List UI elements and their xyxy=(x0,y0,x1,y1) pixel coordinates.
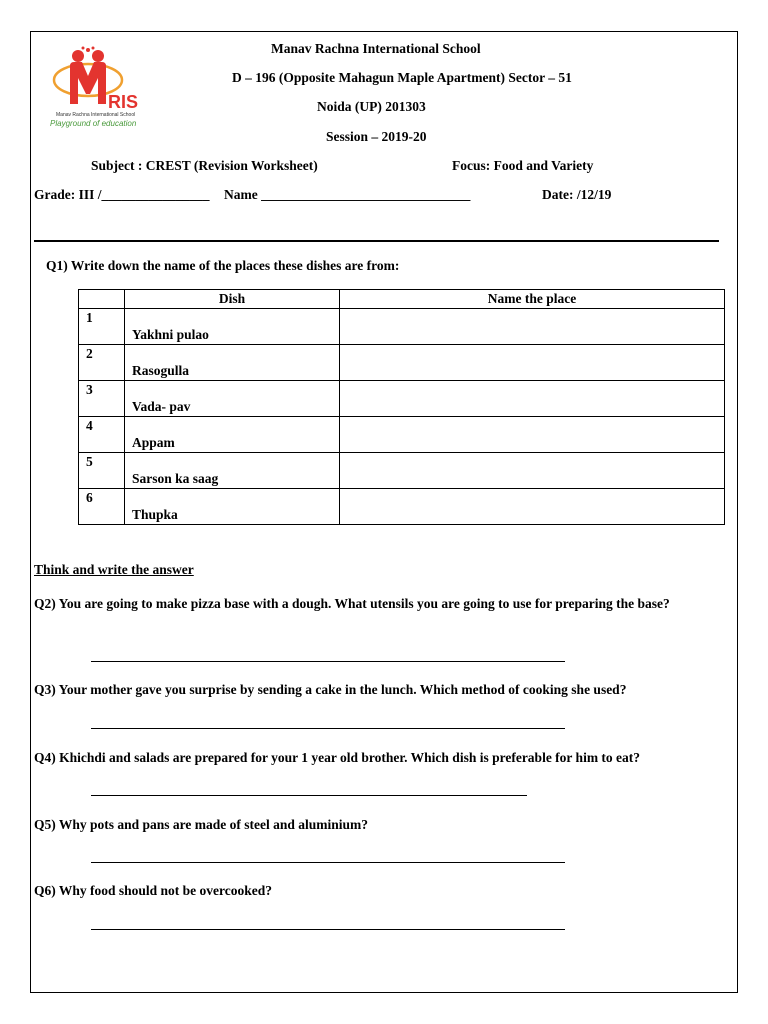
table-row xyxy=(79,417,725,453)
q6-text: Q6) Why food should not be overcooked? xyxy=(34,883,273,898)
dishes-table xyxy=(78,289,725,525)
svg-text:RIS: RIS xyxy=(108,92,139,112)
place-answer-cell[interactable] xyxy=(340,489,725,525)
table-header-row xyxy=(79,290,725,309)
table-row xyxy=(79,453,725,489)
row-number: 3 xyxy=(86,382,93,397)
place-answer-cell[interactable] xyxy=(340,417,725,453)
subject: Subject : CREST (Revision Worksheet) xyxy=(91,158,318,173)
header-num xyxy=(79,290,125,309)
dish-name: Vada- pav xyxy=(132,399,191,414)
place-answer-cell[interactable] xyxy=(340,453,725,489)
q4-answer-line[interactable] xyxy=(91,795,527,796)
q3-answer-line[interactable] xyxy=(91,728,565,729)
table-row xyxy=(79,489,725,525)
q6-answer-line[interactable] xyxy=(91,929,565,930)
header-divider xyxy=(34,240,719,242)
q5-text: Q5) Why pots and pans are made of steel and aluminium? xyxy=(34,817,369,832)
svg-text:Manav Rachna International Sch: Manav Rachna International School xyxy=(56,112,136,118)
focus: Focus: Food and Variety xyxy=(452,158,594,173)
header-place: Name the place xyxy=(340,290,725,309)
dish-name: Thupka xyxy=(132,507,178,522)
school-address-2: Noida (UP) 201303 xyxy=(317,99,426,114)
date-field: Date: /12/19 xyxy=(542,187,612,202)
table-row xyxy=(79,309,725,345)
q4-text: Q4) Khichdi and salads are prepared for your 1 year old brother. Which dish is preferable for him to eat? xyxy=(34,750,641,765)
dish-name: Yakhni pulao xyxy=(132,327,209,342)
logo-tagline: Playground of education xyxy=(50,119,137,128)
name-field[interactable]: Name _______________________________ xyxy=(224,187,471,202)
section-title: Think and write the answer xyxy=(34,562,194,577)
place-answer-cell[interactable] xyxy=(340,345,725,381)
session: Session – 2019-20 xyxy=(326,129,427,144)
q2-text: Q2) You are going to make pizza base with a dough. What utensils you are going to use for preparing the base? xyxy=(34,596,670,611)
header-dish: Dish xyxy=(125,290,340,309)
row-number: 1 xyxy=(86,310,93,325)
grade-field[interactable]: Grade: III /________________ xyxy=(34,187,210,202)
q2-answer-line[interactable] xyxy=(91,661,565,662)
table-row xyxy=(79,381,725,417)
dish-name: Appam xyxy=(132,435,175,450)
row-number: 5 xyxy=(86,454,93,469)
row-number: 2 xyxy=(86,346,93,361)
q5-answer-line[interactable] xyxy=(91,862,565,863)
school-name: Manav Rachna International School xyxy=(271,41,481,56)
q1-text: Q1) Write down the name of the places these dishes are from: xyxy=(46,258,400,273)
q3-text: Q3) Your mother gave you surprise by sending a cake in the lunch. Which method of cooking she used? xyxy=(34,682,627,697)
place-answer-cell[interactable] xyxy=(340,381,725,417)
school-address-1: D – 196 (Opposite Mahagun Maple Apartment) Sector – 51 xyxy=(232,70,572,85)
school-logo xyxy=(48,44,144,130)
table-row xyxy=(79,345,725,381)
row-number: 6 xyxy=(86,490,93,505)
row-number: 4 xyxy=(86,418,93,433)
place-answer-cell[interactable] xyxy=(340,309,725,345)
dish-name: Sarson ka saag xyxy=(132,471,219,486)
dish-name: Rasogulla xyxy=(132,363,190,378)
